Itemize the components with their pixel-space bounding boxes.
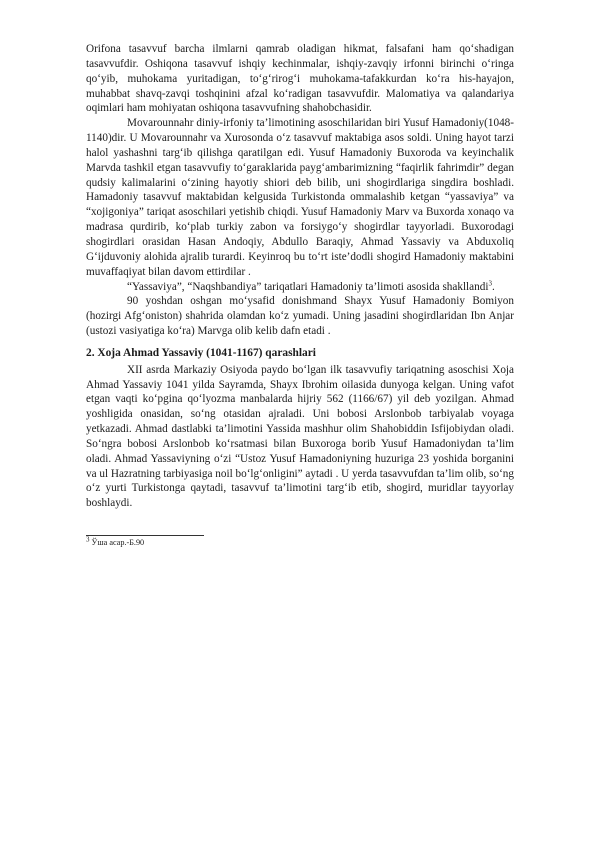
paragraph-tariqatlar-end: .	[491, 280, 495, 293]
footnote-text: Ўша асар.-Б.90	[89, 538, 145, 548]
paragraph-tariqatlar-text: “Yassaviya”, “Naqshbandiya” tariqatlari Hamadoniy ta’limoti asosida shakllandi	[127, 280, 489, 293]
section-heading: 2. Xoja Ahmad Yassaviy (1041-1167) qarashlari	[86, 346, 316, 359]
footnote-marker: 3	[86, 535, 90, 544]
footnote-divider	[86, 535, 204, 536]
paragraph-hamadoniy-vafoti: 90 yoshdan oshgan mo‘ysafid donishmand Shayx Yusuf Hamadoniy Bomiyon (hozirgi Afg‘oniston) shahrida olamdan ko‘z yumadi. Uning jasadini shogirdlaridan Ibn Anjar (ustozi vasiyatiga ko‘ra) Marvga olib kelib dafn etadi .	[86, 295, 514, 338]
paragraph-orifona-tasavvuf: Orifona tasavvuf barcha ilmlarni qamrab oladigan hikmat, falsafani ham qo‘shadigan tasavvufdir. Oshiqona tasavvuf ishqiy kechinmalar, ishqiy-zavqiy irfonni birinchi o‘ringa qo‘yib, muhokama yuritadigan, to‘g‘rirog‘i muhokama-tafakkurdan ko‘ra his-hayajon, muhabbat shavq-zavqi toshqinini afzal ko‘radigan tasavvufdir. Malomatiya va qalandariya oqimlari ham mohiyatan oshiqona tasavvufning shahobchasidir.	[86, 43, 514, 115]
footnote	[86, 535, 514, 548]
paragraph-yusuf-hamadoniy: Movarounnahr diniy-irfoniy ta’limotining asoschilaridan biri Yusuf Hamadoniy(1048-1140)dir. U Movarounnahr va Xurosonda o‘z tasavvuf maktabiga asos soldi. Uning hayot tarzi halol yashashni targ‘ib qilishga qaratilgan edi. Yusuf Hamadoniy Buxoroda va keyinchalik Marvda tashkil etgan tasavvufiy to‘garaklarida payg‘ambarimizning “faqirlik fahrimdir” degan qudsiy kalimalarini o‘zining hayotiy shiori deb bilib, uni shogirdlariga singdira boshladi. Hamadoniy tasavvuf maktabidan kelgusida Turkistonda ommalashib ketgan “yassaviya” va “xojigoniya” tariqat asoschilari yetishib chiqdi. Yusuf Hamadoniy Marv va Buxorda xonaqo va madrasa qurdirib, ko‘plab turkiy zabon va forsiygo‘y shogirdlar tayyorladi. Buxorodagi shogirdlari orasidan Hasan Andoqiy, Abdullo Baraqiy, Ahmad Yassaviy va Abduxoliq G‘ijduvoniy alohida ajralib turardi. Keyinroq bu to‘rt iste’dodli shogird Hamadoniy maktabini muvaffaqiyat bilan davom ettirdilar .	[86, 117, 514, 278]
document-page	[86, 42, 514, 548]
paragraph-ahmad-yassaviy: XII asrda Markaziy Osiyoda paydo bo‘lgan ilk tasavvufiy tariqatning asoschisi Xoja Ahmad Yassaviy 1041 yilda Sayramda, Shayx Ibrohim oilasida dunyoga kelgan. Uning vafot etgan vaqti ko‘pgina qo‘lyozma manbalarda hijriy 562 (1166/67) yil deb yozilgan. Ahmad yoshligida onasidan, so‘ng otasidan ajraladi. Uni bobosi Arslonbob tarbiyalab voyaga yetkazadi. Ahmad dastlabki ta’limotini Yassida mashhur olim Shahobiddin Isfijobiydan oladi. So‘ngra bobosi Arslonbob ko‘rsatmasi bilan Buxoroga borib Yusuf Hamadoniydan ta’lim oladi. Ahmad Yassaviyning o‘zi “Ustoz Yusuf Hamadoniyning huzuriga 23 yoshida borganini va ul Hazratning tarbiyasiga noil bo‘lg‘onligini” aytadi . U yerda tasavvufdan ta’lim olib, so‘ng o‘z yurti Turkistonga qaytadi, tasavvuf ta’limotini targ‘ib etib, shogird, muridlar tayyorlay boshlaydi.	[86, 363, 514, 510]
paragraph-tariqatlar	[86, 280, 514, 295]
footnote-reference[interactable]: 3	[488, 278, 492, 287]
